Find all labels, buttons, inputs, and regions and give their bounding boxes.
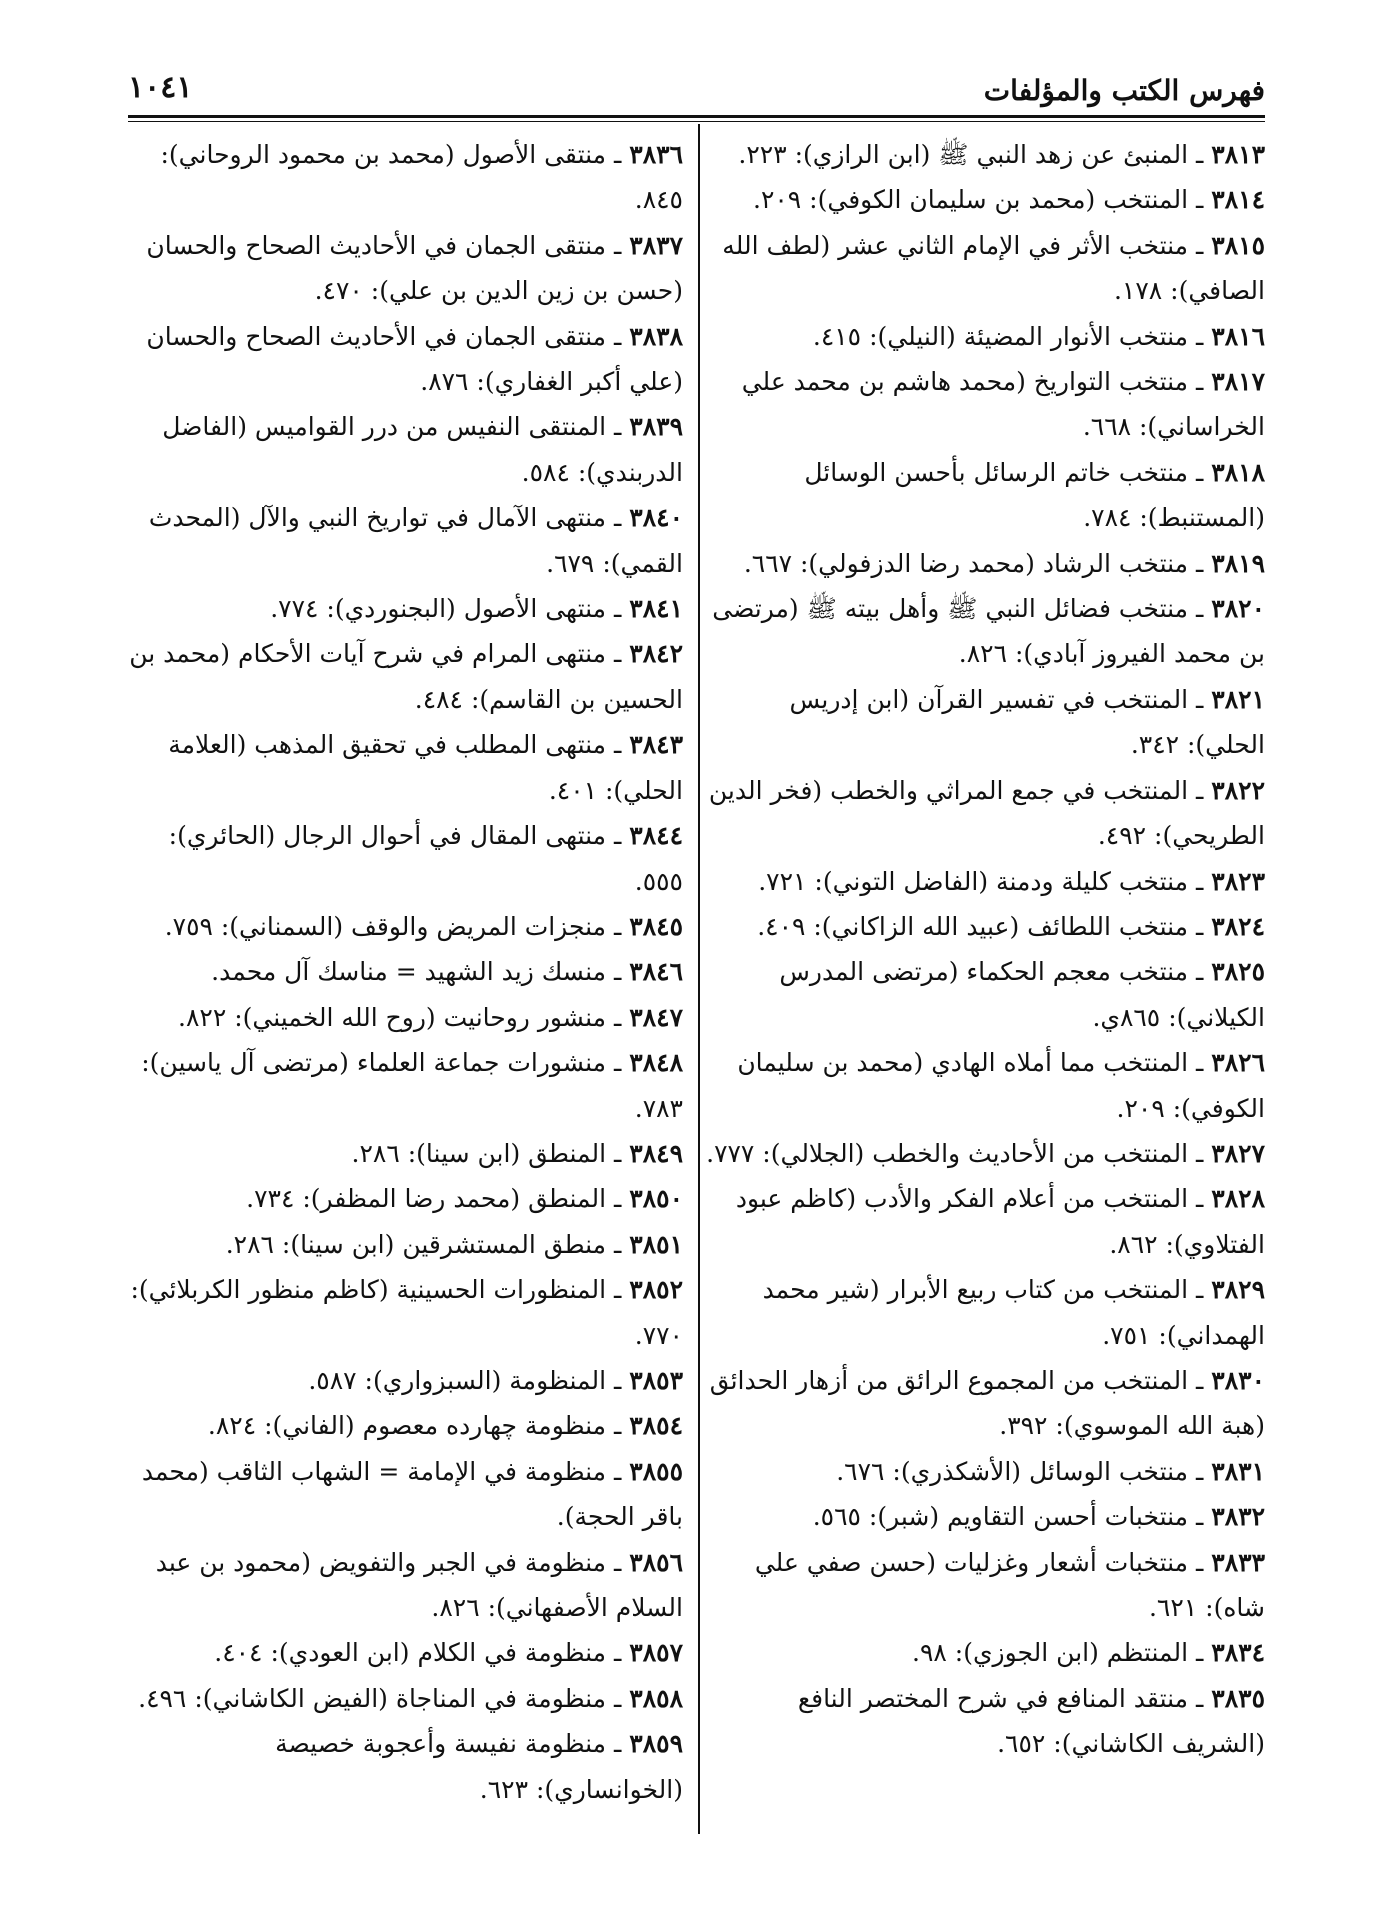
entry-number: ٣٨١٧	[1211, 367, 1265, 397]
entry-number: ٣٨٢٨	[1211, 1184, 1265, 1214]
entry-number: ٣٨١٩	[1211, 548, 1265, 578]
header-rule-thin	[128, 121, 1265, 122]
entry-number: ٣٨٢٥	[1211, 957, 1265, 987]
entry-number: ٣٨٢١	[1211, 684, 1265, 714]
header-title: فهرس الكتب والمؤلفات	[983, 74, 1265, 107]
entry-text: ـ منتقى الجمان في الأحاديث الصحاح والحسان (حسن بن زين الدين بن علي): ٤٧٠.	[146, 230, 683, 306]
index-entry	[705, 677, 1265, 768]
entry-number: ٣٨٣٩	[629, 412, 683, 442]
index-entry	[705, 450, 1265, 541]
entry-text: ـ منتخب كليلة ودمنة (الفاضل التوني): ٧٢١.	[758, 866, 1204, 896]
entry-text: ـ منظومة في الجبر والتفويض (محمود بن عبد السلام الأصفهاني): ٨٢٦.	[155, 1547, 683, 1622]
entry-text: ـ منشور روحانيت (روح الله الخميني): ٨٢٢.	[178, 1002, 622, 1032]
index-entry	[128, 813, 683, 904]
index-entry	[705, 132, 1265, 177]
entry-text: ـ منتخب الأنوار المضيئة (النيلي): ٤١٥.	[812, 321, 1204, 351]
entry-number: ٣٨٤٢	[629, 639, 683, 669]
index-entry	[128, 1721, 683, 1812]
entry-text: ـ المنتخب (محمد بن سليمان الكوفي): ٢٠٩.	[752, 185, 1204, 215]
entry-text: ـ المنتخب مما أملاه الهادي (محمد بن سليمان الكوفي): ٢٠٩.	[737, 1048, 1265, 1123]
entry-number: ٣٨٣٣	[1211, 1547, 1265, 1577]
entry-number: ٣٨٣٠	[1211, 1365, 1265, 1395]
header-rule-thick	[128, 115, 1265, 118]
entry-number: ٣٨٤٩	[629, 1138, 683, 1168]
entry-number: ٣٨٤٨	[629, 1048, 683, 1078]
entry-text: ـ منتقى الجمان في الأحاديث الصحاح والحسان (علي أكبر الغفاري): ٨٧٦.	[146, 321, 683, 397]
entry-number: ٣٨٢٣	[1211, 866, 1265, 896]
entry-number: ٣٨٥٦	[629, 1547, 683, 1577]
entry-text: ـ المنظورات الحسينية (كاظم منظور الكربلائي): ٧٧٠.	[130, 1275, 683, 1350]
index-entry	[705, 359, 1265, 450]
entry-number: ٣٨٥٨	[629, 1683, 683, 1713]
index-entry	[705, 859, 1265, 904]
entry-number: ٣٨٣٨	[629, 321, 683, 351]
entry-text: ـ المنتخب من الأحاديث والخطب (الجلالي): ٧٧٧.	[706, 1138, 1204, 1168]
entry-number: ٣٨٤٦	[629, 957, 683, 987]
entry-text: ـ المنتخب في تفسير القرآن (ابن إدريس الحلي): ٣٤٢.	[789, 684, 1265, 760]
index-entry	[128, 1267, 683, 1358]
entry-number: ٣٨٤٠	[629, 503, 683, 533]
index-entry	[128, 995, 683, 1040]
entry-text: ـ منتهى المطلب في تحقيق المذهب (العلامة الحلي): ٤٠١.	[168, 730, 683, 805]
entry-number: ٣٨٣٦	[629, 140, 683, 169]
index-entry	[705, 223, 1265, 314]
index-entry	[128, 1630, 683, 1675]
page-header	[128, 70, 1265, 110]
index-entry	[705, 1040, 1265, 1131]
entry-text: ـ منتخب الرشاد (محمد رضا الدزفولي): ٦٦٧.	[743, 548, 1204, 578]
entry-text: ـ المنبئ عن زهد النبي ﷺ (ابن الرازي): ٢٢٣.	[738, 140, 1204, 169]
entry-text: ـ منتهى الأصول (البجنوردي): ٧٧٤.	[270, 594, 622, 624]
column-divider	[698, 124, 700, 1834]
index-entry	[705, 586, 1265, 677]
entry-text: ـ المنتخب في جمع المراثي والخطب (فخر الدين الطريحي): ٤٩٢.	[708, 775, 1265, 851]
entry-text: ـ منشورات جماعة العلماء (مرتضى آل ياسين): ٧٨٣.	[141, 1048, 683, 1123]
index-entry	[705, 949, 1265, 1040]
index-entry	[705, 1358, 1265, 1449]
entry-text: ـ منجزات المريض والوقف (السمناني): ٧٥٩.	[164, 911, 622, 941]
entry-text: ـ منتخبات أحسن التقاويم (شبر): ٥٦٥.	[812, 1502, 1204, 1532]
index-entry	[705, 541, 1265, 586]
index-entry	[128, 1131, 683, 1176]
entry-text: ـ منتخب الأثر في الإمام الثاني عشر (لطف الله الصافي): ١٧٨.	[722, 230, 1265, 306]
index-entry	[705, 177, 1265, 222]
entry-text: ـ منتخب اللطائف (عبيد الله الزاكاني): ٤٠٩.	[757, 911, 1204, 941]
entry-number: ٣٨٤٧	[629, 1002, 683, 1032]
entry-number: ٣٨٥١	[629, 1229, 683, 1259]
entry-number: ٣٨٤٣	[629, 730, 683, 760]
entry-number: ٣٨١٦	[1211, 321, 1265, 351]
entry-text: ـ المنطق (محمد رضا المظفر): ٧٣٤.	[246, 1184, 622, 1214]
entry-text: ـ منظومة چهارده معصوم (الفاني): ٨٢٤.	[207, 1411, 622, 1441]
index-entry	[705, 1267, 1265, 1358]
index-entry	[128, 1540, 683, 1631]
index-entry	[705, 314, 1265, 359]
index-entry	[128, 1358, 683, 1403]
entry-number: ٣٨٤١	[629, 594, 683, 624]
index-entry	[705, 904, 1265, 949]
entry-number: ٣٨٣٧	[629, 230, 683, 260]
entry-number: ٣٨١٥	[1211, 230, 1265, 260]
index-entry	[128, 314, 683, 405]
entry-number: ٣٨١٣	[1211, 140, 1265, 169]
index-entry	[128, 631, 683, 722]
entry-text: ـ منظومة في الإمامة = الشهاب الثاقب (محمد باقر الحجة).	[141, 1456, 683, 1532]
entry-text: ـ المنظومة (السبزواري): ٥٨٧.	[308, 1365, 622, 1395]
entry-number: ٣٨٤٤	[629, 821, 683, 851]
entry-text: ـ المنتخب من أعلام الفكر والأدب (كاظم عبود الفتلاوي): ٨٦٢.	[735, 1184, 1265, 1259]
index-entry	[128, 949, 683, 994]
index-entry	[128, 404, 683, 495]
index-entry	[128, 132, 683, 223]
index-entry	[128, 223, 683, 314]
index-entry	[705, 1676, 1265, 1767]
entry-text: ـ المنتقى النفيس من درر القواميس (الفاضل الدربندي): ٥٨٤.	[162, 412, 683, 487]
entry-text: ـ منطق المستشرقين (ابن سينا): ٢٨٦.	[225, 1229, 622, 1259]
entry-number: ٣٨٥٩	[629, 1729, 683, 1759]
entry-number: ٣٨٥٢	[629, 1275, 683, 1305]
index-entry	[705, 1449, 1265, 1494]
left-column	[128, 132, 683, 1812]
entry-number: ٣٨٥٠	[629, 1184, 683, 1214]
entry-number: ٣٨٢٧	[1211, 1138, 1265, 1168]
entry-number: ٣٨٣٢	[1211, 1502, 1265, 1532]
entry-number: ٣٨٣١	[1211, 1456, 1265, 1486]
index-entry	[128, 1176, 683, 1221]
entry-number: ٣٨٢٦	[1211, 1048, 1265, 1078]
entry-text: ـ منتقى الأصول (محمد بن محمود الروحاني): ٨٤٥.	[160, 140, 683, 215]
index-entry	[128, 1449, 683, 1540]
index-entry	[128, 1403, 683, 1448]
entry-number: ٣٨٣٥	[1211, 1683, 1265, 1713]
entry-text: ـ منتخب التواريخ (محمد هاشم بن محمد علي الخراساني): ٦٦٨.	[741, 367, 1265, 442]
entry-text: ـ منتخب معجم الحكماء (مرتضى المدرس الكيلاني): ٨٦٥ي.	[779, 957, 1265, 1032]
entry-text: ـ منتهى المرام في شرح آيات الأحكام (محمد بن الحسين بن القاسم): ٤٨٤.	[129, 639, 683, 714]
entry-text: ـ منتخب فضائل النبي ﷺ وأهل بيته ﷺ (مرتضى بن محمد الفيروز آبادي): ٨٢٦.	[712, 594, 1265, 669]
entry-number: ٣٨٣٤	[1211, 1638, 1265, 1668]
index-entry	[705, 1540, 1265, 1631]
page-number: ١٠٤١	[128, 70, 193, 105]
entry-text: ـ منظومة في الكلام (ابن العودي): ٤٠٤.	[214, 1638, 622, 1668]
index-entry	[128, 904, 683, 949]
entry-number: ٣٨٥٣	[629, 1365, 683, 1395]
entry-text: ـ المنتخب من كتاب ربيع الأبرار (شير محمد الهمداني): ٧٥١.	[762, 1275, 1265, 1350]
index-entry	[128, 1222, 683, 1267]
entry-text: ـ منظومة في المناجاة (الفيض الكاشاني): ٤٩٦.	[138, 1683, 622, 1713]
index-entry	[705, 1630, 1265, 1675]
index-entry	[128, 1676, 683, 1721]
entry-text: ـ منتهى المقال في أحوال الرجال (الحائري): ٥٥٥.	[168, 821, 683, 896]
entry-number: ٣٨١٨	[1211, 457, 1265, 487]
entry-text: ـ منظومة نفيسة وأعجوبة خصيصة (الخوانساري): ٦٢٣.	[275, 1729, 683, 1804]
right-column	[705, 132, 1265, 1767]
index-entry	[128, 495, 683, 586]
index-entry	[705, 1131, 1265, 1176]
index-entry	[128, 586, 683, 631]
entry-text: ـ المنتظم (ابن الجوزي): ٩٨.	[912, 1638, 1204, 1668]
entry-number: ٣٨٤٥	[629, 911, 683, 941]
entry-text: ـ منتقد المنافع في شرح المختصر النافع (الشريف الكاشاني): ٦٥٢.	[797, 1683, 1265, 1759]
entry-text: ـ منتخبات أشعار وغزليات (حسن صفي علي شاه): ٦٢١.	[754, 1547, 1265, 1622]
entry-text: ـ المنتخب من المجموع الرائق من أزهار الحدائق (هبة الله الموسوي): ٣٩٢.	[709, 1365, 1265, 1441]
entry-text: ـ المنطق (ابن سينا): ٢٨٦.	[351, 1138, 622, 1168]
index-entry	[705, 768, 1265, 859]
entry-number: ٣٨٥٥	[629, 1456, 683, 1486]
index-entry	[128, 722, 683, 813]
entry-text: ـ منتهى الآمال في تواريخ النبي والآل (المحدث القمي): ٦٧٩.	[148, 503, 683, 578]
index-entry	[705, 1176, 1265, 1267]
entry-number: ٣٨٢٢	[1211, 775, 1265, 805]
entry-number: ٣٨٢٩	[1211, 1275, 1265, 1305]
entry-number: ٣٨٢٤	[1211, 911, 1265, 941]
index-entry	[128, 1040, 683, 1131]
entry-text: ـ منتخب الوسائل (الأشكذري): ٦٧٦.	[836, 1456, 1204, 1486]
entry-number: ٣٨٥٧	[629, 1638, 683, 1668]
index-entry	[705, 1494, 1265, 1539]
entry-number: ٣٨٢٠	[1211, 594, 1265, 624]
entry-text: ـ منتخب خاتم الرسائل بأحسن الوسائل (المستنبط): ٧٨٤.	[804, 457, 1265, 533]
entry-text: ـ منسك زيد الشهيد = مناسك آل محمد.	[211, 957, 622, 987]
entry-number: ٣٨٥٤	[629, 1411, 683, 1441]
entry-number: ٣٨١٤	[1211, 185, 1265, 215]
